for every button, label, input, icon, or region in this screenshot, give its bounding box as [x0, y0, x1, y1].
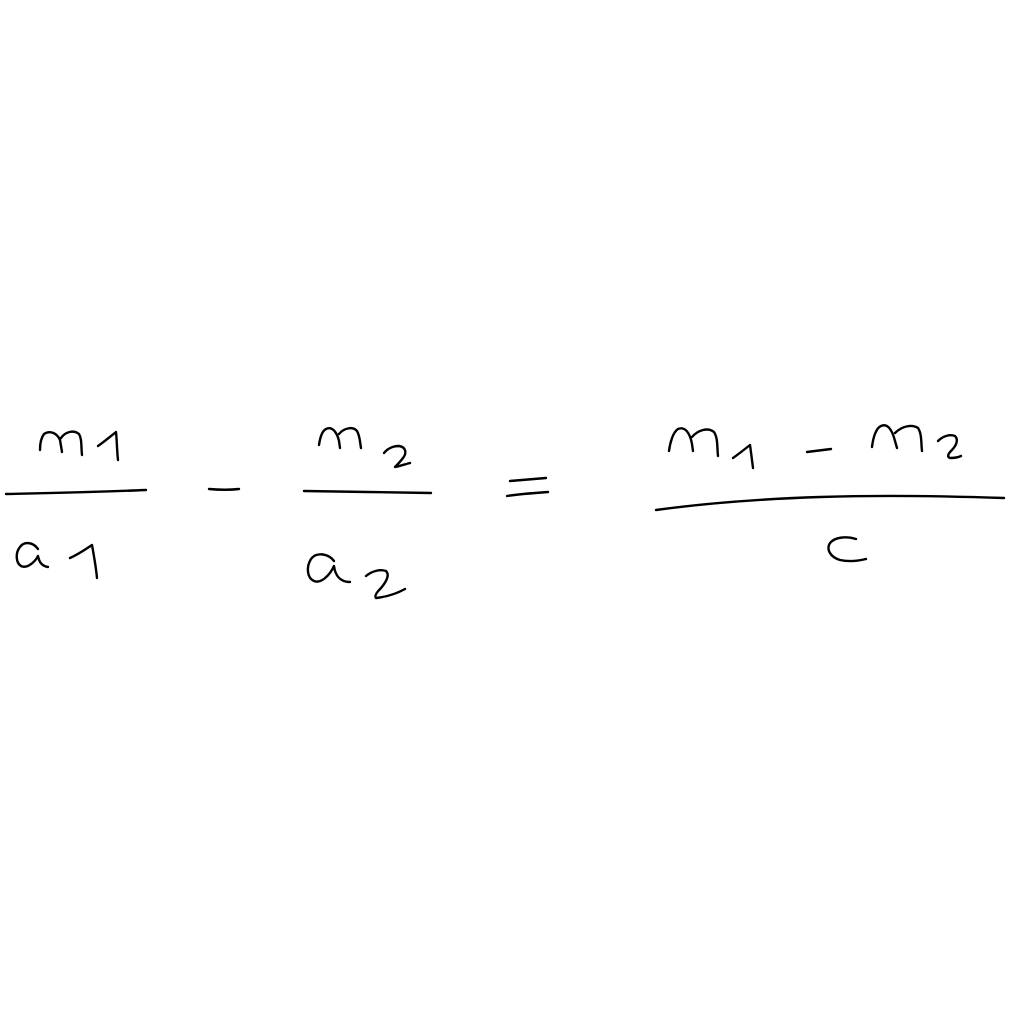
glyph-2 — [384, 446, 410, 467]
minus-stroke — [209, 489, 239, 490]
fraction-1-bar — [6, 490, 146, 494]
glyph-a — [17, 543, 48, 567]
glyph-m — [669, 428, 718, 456]
fraction-2-bar — [304, 491, 431, 493]
fraction-rhs-bar — [656, 496, 1004, 510]
glyph-a — [308, 554, 350, 582]
glyph-c — [828, 537, 866, 561]
fraction-2 — [304, 428, 431, 598]
fraction-rhs-numerator — [669, 425, 961, 468]
equals-lower-stroke — [507, 492, 548, 496]
fraction-rhs — [656, 425, 1004, 561]
glyph-m — [872, 425, 922, 451]
glyph-1 — [70, 545, 97, 578]
fraction-rhs-denominator-c — [828, 537, 866, 561]
fraction-1 — [6, 432, 146, 578]
equals-upper-stroke — [510, 478, 546, 481]
fraction-1-denominator-a1 — [17, 543, 97, 578]
glyph-2 — [938, 435, 961, 458]
fraction-2-numerator-m2 — [319, 428, 410, 467]
minus-sign — [209, 489, 239, 490]
fraction-2-denominator-a2 — [308, 554, 405, 598]
glyph-1 — [98, 432, 118, 460]
glyph-1 — [733, 445, 753, 468]
glyph-minus — [807, 449, 831, 452]
glyph-m — [40, 432, 82, 455]
glyph-2 — [366, 570, 405, 598]
fraction-1-numerator-m1 — [40, 432, 118, 460]
glyph-m — [319, 428, 361, 448]
equals-sign — [507, 478, 548, 496]
